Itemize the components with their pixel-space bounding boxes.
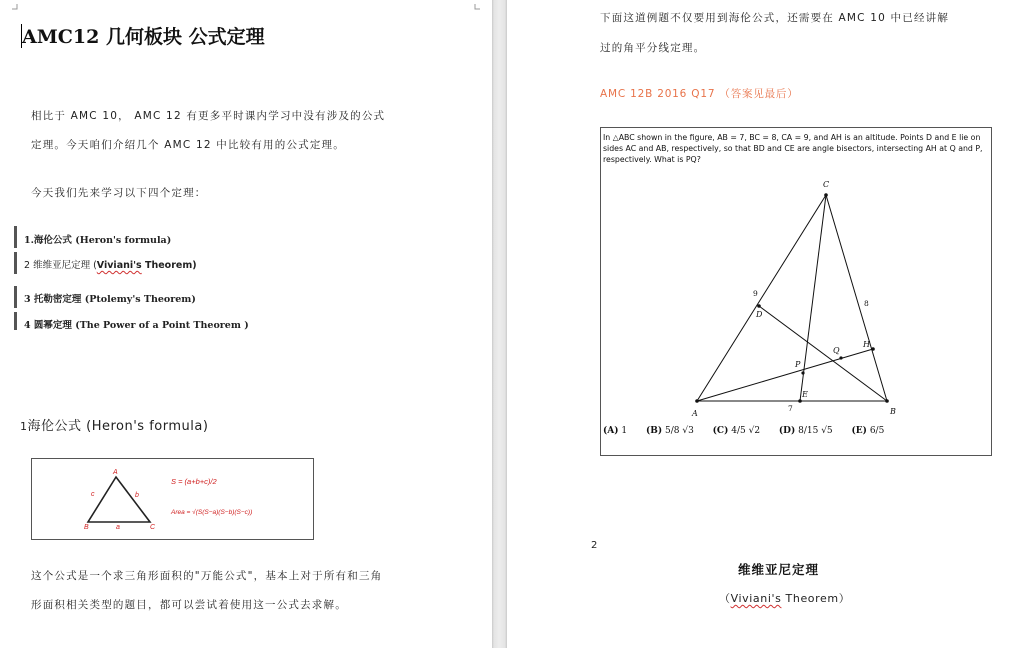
choice-b: (B) 5/8 √3 [645,426,694,436]
list-item-viviani-prefix: 2 维维亚尼定理 ( [24,260,97,271]
altitude-ah [697,349,873,401]
label-h: H [863,340,870,349]
section-number: 1 [20,420,28,433]
intro-line-1[interactable]: 相比于 AMC 10， AMC 12 有更多平时课内学习中没有涉及的公式 [31,110,386,122]
point-h [871,347,875,351]
problem-statement: In △ABC shown in the figure, AB = 7, BC = 8, CA = 9, and AH is an altitude. Points D and E lie on sides AC and AB, respectively, so that BD and CE are angle bisectors, intersecting AH at Q and P, respectively. What is PQ? [603,133,983,164]
body-line-1[interactable]: 这个公式是一个求三角形面积的"万能公式"，基本上对于所有和三角 [31,570,383,582]
list-item-viviani[interactable] [24,257,197,271]
spellcheck-word[interactable]: Viviani's [730,592,782,605]
bisector-ce [800,195,826,401]
side-label-c: c [91,491,95,498]
label-q: Q [833,346,840,355]
point-p [801,371,804,374]
spellcheck-word[interactable]: Viviani's [96,260,142,271]
vertex-label-b: B [84,524,89,531]
page-number: 2 [591,540,598,551]
page-title[interactable]: AMC12 几何板块 公式定理 [22,26,265,48]
next-section-title[interactable]: 维维亚尼定理 [738,562,820,577]
choice-c: (C) 4/5 √2 [712,426,761,436]
choice-a: (A) 1 [603,426,628,436]
label-side-ab: 7 [788,404,793,413]
side-label-b: b [135,492,139,499]
subtitle-suffix: Theorem） [781,592,851,605]
s-formula: S = (a+b+c)/2 [171,477,217,486]
crop-mark [474,4,480,10]
label-d: D [756,310,763,319]
top-line-2[interactable]: 过的角平分线定理。 [600,42,706,54]
list-marker-bar [14,286,17,308]
document-page-2 [507,0,1024,648]
list-marker-bar [14,312,17,330]
point-c [824,193,828,197]
list-item-power-of-point[interactable]: 4 圆幂定理 (The Power of a Point Theorem ) [24,320,249,331]
top-line-1[interactable]: 下面这道例题不仅要用到海伦公式，还需要在 AMC 10 中已经讲解 [600,12,950,24]
next-section-subtitle[interactable] [719,590,850,606]
label-side-bc: 8 [864,299,869,308]
triangle-diagram [601,128,991,455]
list-marker-bar [14,252,17,274]
section-heading-heron[interactable] [20,415,208,434]
triangle-icon [88,477,150,522]
choice-e: (E) 6/5 [851,426,885,436]
point-q [839,356,842,359]
bisector-bd [759,306,887,401]
section-title: 海伦公式 (Heron's formula) [27,419,209,434]
label-b: B [890,407,896,416]
answer-choices [603,426,900,436]
list-marker-bar [14,226,17,248]
heron-formula-figure[interactable] [31,458,314,540]
point-d [757,304,761,308]
intro-line-3[interactable]: 今天我们先来学习以下四个定理： [31,187,207,199]
intro-line-2[interactable]: 定理。今天咱们介绍几个 AMC 12 中比较有用的公式定理。 [31,139,345,151]
page-gutter [492,0,507,648]
document-page-1 [0,0,492,648]
crop-mark [12,4,18,10]
label-e: E [802,390,808,399]
choice-d: (D) 8/15 √5 [778,426,833,436]
label-p: P [795,360,801,369]
subtitle-prefix: （ [719,592,731,605]
label-side-ca: 9 [753,289,758,298]
side-label-a: a [116,524,120,531]
heron-sketch [32,459,313,539]
list-item-heron[interactable]: 1.海伦公式 (Heron's formula) [24,235,172,246]
label-a: A [692,409,698,418]
triangle-abc [697,195,887,401]
point-e [798,399,802,403]
label-c: C [823,180,830,189]
problem-image[interactable] [600,127,992,456]
vertex-label-a: A [113,469,118,476]
vertex-label-c: C [150,524,156,531]
point-a [695,399,699,403]
list-item-ptolemy[interactable]: 3 托勒密定理 (Ptolemy's Theorem) [24,294,196,305]
list-item-viviani-suffix: Theorem) [141,260,197,271]
problem-title[interactable]: AMC 12B 2016 Q17 （答案见最后） [600,88,799,100]
body-line-2[interactable]: 形面积相关类型的题目，都可以尝试着使用这一公式去求解。 [31,599,347,611]
point-b [885,399,889,403]
area-formula: Area = √(S(S−a)(S−b)(S−c)) [171,509,253,516]
